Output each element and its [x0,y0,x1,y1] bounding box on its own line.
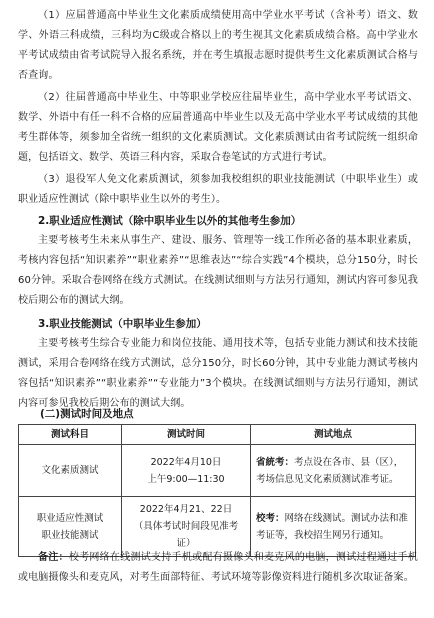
time-note: （具体考试时间段见准考证） [133,521,239,549]
cell-subject: 文化素质测试 [19,445,122,497]
subject-line: 职业适应性测试 [36,512,104,524]
time-date: 2022年4月21、22日 [139,504,233,515]
paragraph-5: 主要考核考生综合专业能力和岗位技能、通用技术等，包括专业能力测试和技术技能测试，采用合卷网络在线方式测试，总分150分，时长60分钟，其中专业能力测试考核内容包括“知识素养”“职业素养”“专业能力”3个模块。在线测试细则与方法另行通知，测试内容可参见我校后期公布的测试大纲。 [18,338,418,409]
section-heading-2: 2.职业适应性测试（除中职毕业生以外的其他考生参加） [38,215,302,227]
place-text: 考点设在各市、县（区），考场信息见文化素质测试准考证。 [256,456,404,485]
paragraph-2: （2）往届普通高中毕业生、中等职业学校应往届毕业生，高中学业水平考试语文、数学、外语中有任一科不合格的应届普通高中毕业生以及无高中学业水平考试成绩的其他考生群体等，须参加全省统一组织的文化素质测试。文化素质测试由省考试院统一组织命题，包括语文、数学、英语三科内容，采取合卷笔试的方式进行考试。 [18,92,418,163]
note-label: 备注： [38,552,69,563]
paragraph-1: （1）应届普通高中毕业生文化素质成绩使用高中学业水平考试（含补考）语文、数学、外语三科成绩，三科均为C级或合格以上的考生视其文化素质成绩合格。高中学业水平考试成绩由省考试院导入报名系统，并在考生填报志愿时提供考生文化素质测试合格与否查询。 [18,10,418,81]
section-heading-schedule: (二)测试时间及地点 [40,408,134,420]
note-text: 校考网络在线测试支持手机或配有摄像头和麦克风的电脑，测试过程通过手机或电脑摄像头和麦克风，对考生面部特征、考试环境等影像资料进行随机多次取证备案。 [18,552,418,583]
cell-time [122,445,251,497]
schedule-table [18,424,416,557]
time-range: 上午9:00—11:30 [147,473,225,485]
note-paragraph [18,548,418,588]
paragraph-4: 主要考核考生未来从事生产、建设、服务、管理等一线工作所必备的基本职业素质，考核内容包括“知识素养”“职业素养”“思维表达”“综合实践”4个模块，总分150分，时长60分钟。采取合卷网络在线方式测试。在线测试细则与方法另行通知，测试内容可参见我校后期公布的测试大纲。 [18,235,418,306]
header-subject: 测试科目 [19,425,122,445]
header-place: 测试地点 [251,425,416,445]
place-text: 网络在线测试。测试办法和准考证等，我校招生网另行通知。 [256,512,409,541]
header-time: 测试时间 [122,425,251,445]
table-header-row [19,425,416,445]
table-row [19,445,416,497]
subject-line: 职业技能测试 [41,529,99,541]
time-date: 2022年4月10日 [150,456,222,468]
section-heading-3: 3.职业技能测试（中职毕业生参加） [38,318,207,330]
paragraph-3: （3）退役军人免文化素质测试，须参加我校组织的职业技能测试（中职毕业生）或职业适应性测试（除中职毕业生以外的考生）。 [18,174,418,205]
place-label: 省統考： [256,456,295,468]
cell-place [251,445,416,497]
place-label: 校考： [256,512,285,524]
